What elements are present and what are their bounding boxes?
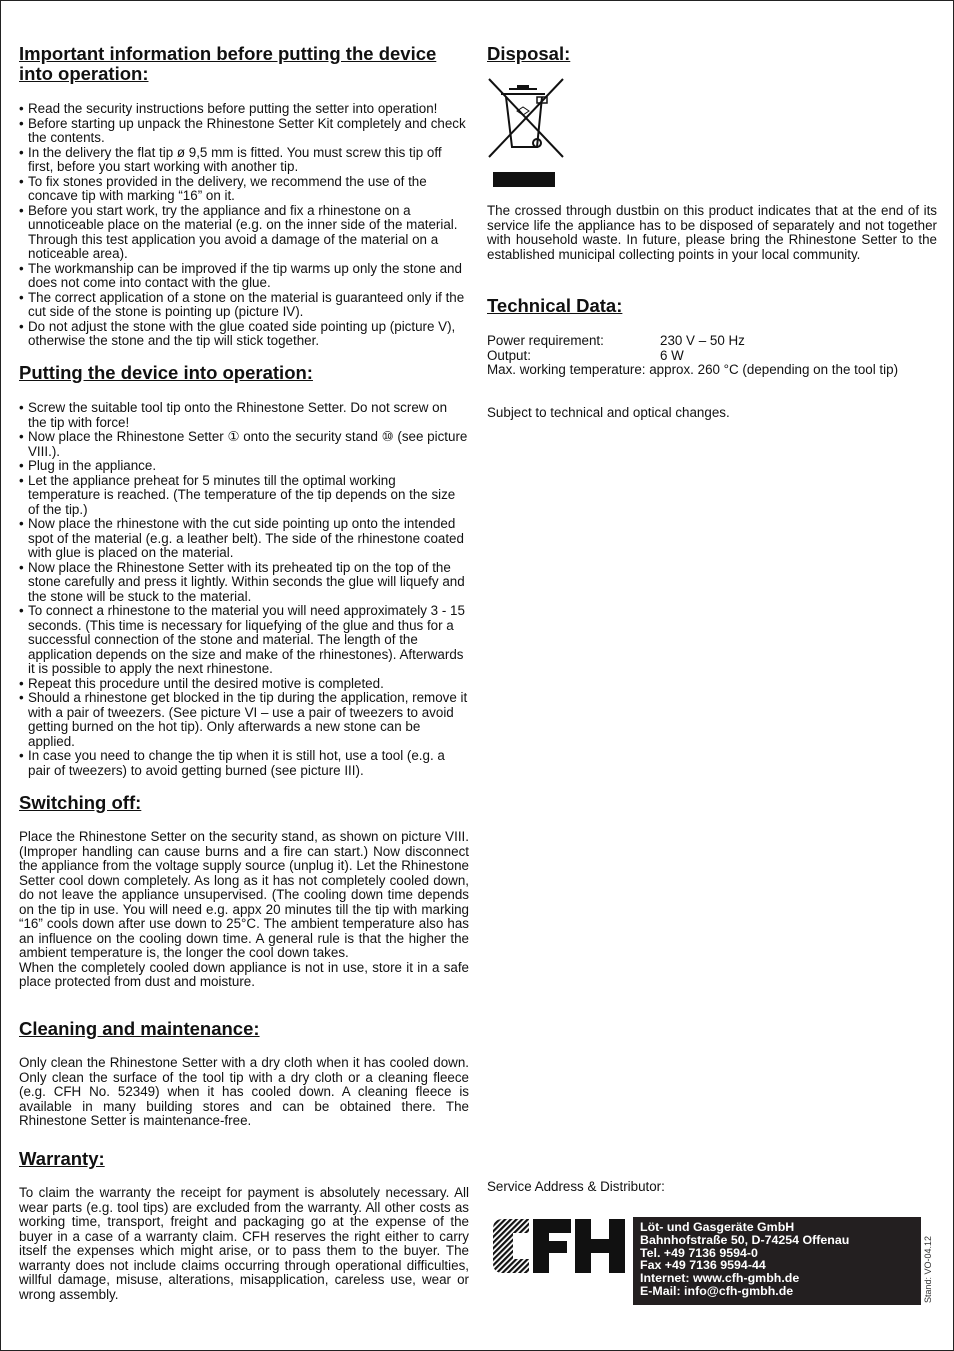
bullet-item: • The correct application of a stone on the material is guaranteed only if the cut side of the stone is pointing up (picture IV). bbox=[19, 291, 469, 320]
bin-underline-bar bbox=[493, 172, 555, 187]
tech-row-output bbox=[487, 349, 937, 364]
subject-to-changes-note: Subject to technical and optical changes. bbox=[487, 405, 730, 420]
bullet-item: • Before you start work, try the appliance and fix a rhinestone on a unnoticeable place on the material (e.g. on the inner side of the material. Through this test application you avoid a damage of the material on a noticeable area). bbox=[19, 204, 469, 262]
bullet-item: • Let the appliance preheat for 5 minutes till the optimal working temperature is reached. (The temperature of the tip depends on the size of the tip.) bbox=[19, 474, 469, 518]
technical-heading: Technical Data: bbox=[487, 295, 623, 316]
putting-list bbox=[19, 401, 469, 778]
tech-label: Output: bbox=[487, 347, 531, 363]
tech-value: 230 V – 50 Hz bbox=[660, 333, 745, 348]
cleaning-paragraph: Only clean the Rhinestone Setter with a dry cloth when it has cooled down. Only clean the surface of the tool tip with a dry cloth or a cleaning fleece (e.g. CFH No. 52349) when it has cooled down. A cleaning fleece is available in many building stores and can be obtained there. The Rhinestone Setter is maintenance-free. bbox=[19, 1055, 469, 1128]
bullet-item: • In case you need to change the tip when it is still hot, use a tool (e.g. a pair of tweezers) to avoid getting burned (see picture III). bbox=[19, 749, 469, 778]
bullet-item: • Repeat this procedure until the desired motive is completed. bbox=[19, 677, 469, 692]
address-line: Fax +49 7136 9594-44 bbox=[640, 1258, 766, 1273]
tech-max-temp: Max. working temperature: approx. 260 °C (depending on the tool tip) bbox=[487, 362, 899, 377]
switching-heading: Switching off: bbox=[19, 792, 142, 813]
important-list bbox=[19, 102, 469, 349]
address-line: Internet: www.cfh-gmbh.de bbox=[640, 1271, 800, 1286]
warranty-paragraph: To claim the warranty the receipt for payment is absolutely necessary. All wear parts (e.g. tool tips) are excluded from the warranty. All other costs as working time, transport, freight and packaging go at the expense of the buyer in a case of a warranty claim. CFH reserves the right either to carry itself the expenses which might arise, or to pass them to the buyer. The warranty does not include claims occurring through operational difficulties, willful damage, misuse, alterations, misapplication, careless use, wear or wrong assembly. bbox=[19, 1185, 469, 1302]
address-line: Bahnhofstraße 50, D-74254 Offenau bbox=[640, 1232, 850, 1247]
address-line: Tel. +49 7136 9594-0 bbox=[640, 1245, 758, 1260]
service-label: Service Address & Distributor: bbox=[487, 1179, 665, 1194]
cfh-logo bbox=[491, 1215, 627, 1277]
stand-version-label: Stand: VO-04.12 bbox=[923, 1235, 933, 1303]
technical-data-table bbox=[487, 334, 937, 378]
bullet-item: • Read the security instructions before putting the setter into operation! bbox=[19, 102, 469, 117]
cleaning-heading: Cleaning and maintenance: bbox=[19, 1018, 260, 1039]
bullet-item: • Plug in the appliance. bbox=[19, 459, 469, 474]
tech-row-power bbox=[487, 334, 937, 349]
bullet-item: • Now place the Rhinestone Setter with its preheated tip on the top of the stone carefully and press it lightly. Within seconds the glue will liquefy and the stone will be stuck to the material. bbox=[19, 561, 469, 605]
bullet-item: • In the delivery the flat tip ø 9,5 mm is fitted. You must screw this tip off first, before you start working with another tip. bbox=[19, 146, 469, 175]
address-line: Löt- und Gasgeräte GmbH bbox=[640, 1220, 795, 1234]
bullet-item: • Now place the rhinestone with the cut side pointing up onto the intended spot of the material (e.g. a leather belt). The side of the rhinestone coated with glue is placed on the material. bbox=[19, 517, 469, 561]
distributor-address-box bbox=[633, 1217, 921, 1305]
address-line: E-Mail: info@cfh-gmbh.de bbox=[640, 1283, 794, 1298]
switching-paragraph-1: Place the Rhinestone Setter on the security stand, as shown on picture VIII. (Improper handling can cause burns and a fire can start.) Now disconnect the appliance from the voltage supply source (unplug it). Let the Rhinestone Setter cool down completely. As long as it has not completely cooled down, do not leave the appliance unsupervised. (The cooling down time depends on the tip in use. You will need e.g. appx 20 minutes till the tip with marking “16” cools down after use down to 25°C. The ambient temperature also has an influence on the cooling down time. A general rule is that the higher the ambient temperature is, the longer the cool down takes. bbox=[19, 829, 469, 960]
tech-row-max-temp bbox=[487, 363, 937, 378]
bullet-item: • Screw the suitable tool tip onto the Rhinestone Setter. Do not screw on the tip with force! bbox=[19, 401, 469, 430]
tech-value: 6 W bbox=[660, 347, 684, 363]
switching-paragraph-2: When the completely cooled down appliance is not in use, store it in a safe place protected from dust and moisture. bbox=[19, 959, 469, 989]
bullet-item: • Do not adjust the stone with the glue coated side pointing up (picture V), otherwise the stone and the tip will stick together. bbox=[19, 320, 469, 349]
bullet-item: • Now place the Rhinestone Setter ① onto the security stand ⑩ (see picture VIII.). bbox=[19, 430, 469, 459]
important-heading: Important information before putting the device into operation: bbox=[19, 43, 437, 84]
warranty-heading: Warranty: bbox=[19, 1148, 105, 1169]
bullet-item: • To fix stones provided in the delivery, we recommend the use of the concave tip with marking “16” on it. bbox=[19, 175, 469, 204]
tech-label: Power requirement: bbox=[487, 333, 604, 348]
switching-section bbox=[19, 830, 469, 990]
disposal-paragraph: The crossed through dustbin on this product indicates that at the end of its service life the appliance has to be disposed of separately and not together with household waste. In future, please bring the Rhinestone Setter to the established municipal collecting points in your local community. bbox=[487, 203, 937, 262]
putting-heading: Putting the device into operation: bbox=[19, 362, 313, 383]
bullet-item: • To connect a rhinestone to the material you will need approximately 3 - 15 seconds. (This time is necessary for liquefying of the glue and thus for a successful connection of the stone and material. The length of the application depends on the size and make of the rhinestones). Afterwards it is possible to apply the next rhinestone. bbox=[19, 604, 469, 677]
bullet-item: • Should a rhinestone get blocked in the tip during the application, remove it with a pair of tweezers. (See picture VI – use a pair of tweezers to avoid getting burned on the hot tip). Only afterwards a new stone can be applied. bbox=[19, 691, 469, 749]
disposal-heading: Disposal: bbox=[487, 43, 571, 64]
bullet-item: • Before starting up unpack the Rhinestone Setter Kit completely and check the contents. bbox=[19, 117, 469, 146]
bullet-item: • The workmanship can be improved if the tip warms up only the stone and does not come into contact with the glue. bbox=[19, 262, 469, 291]
